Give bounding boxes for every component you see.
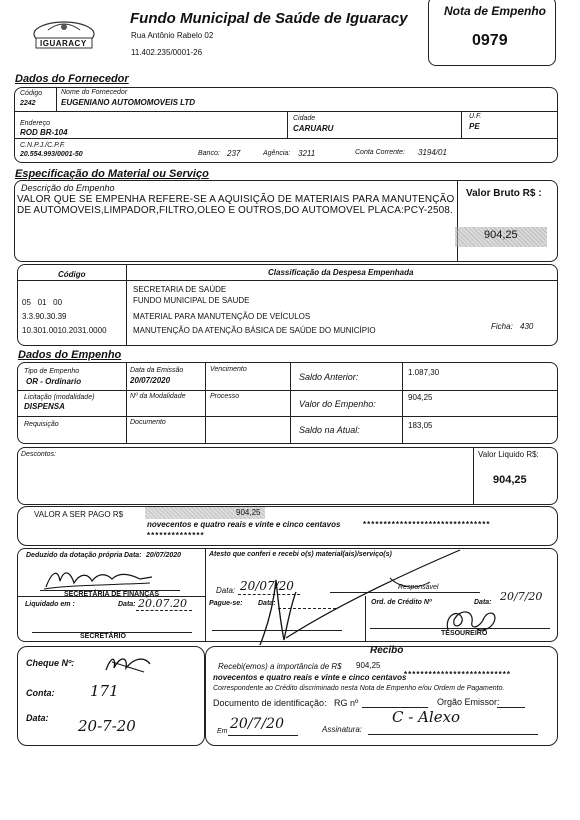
secretaria-financas: SECRETÁRIA DE FINANÇAS (64, 591, 160, 598)
pagar-extenso: novecentos e quatro reais e vinte e cinco centavos (147, 520, 341, 529)
classificacao-desc-2: FUNDO MUNICIPAL DE SAUDE (133, 296, 250, 305)
pague-se-label: Pague-se: (209, 600, 243, 607)
recibo-stars: ************************** (404, 670, 511, 679)
emissao-value: 20/07/2020 (130, 376, 171, 385)
pagar-stars-1: ******************************* (363, 520, 491, 529)
cnpj-label: C.N.P.J./C.P.F. (20, 142, 66, 149)
atesto-data-label: Data: (216, 586, 236, 595)
saldo-anterior-value: 1.087,30 (408, 368, 440, 377)
ord-credito-label: Ord. de Crédito Nº (371, 599, 432, 606)
cidade-label: Cidade (293, 115, 316, 122)
agencia-label: Agência: (263, 150, 291, 157)
address: Rua Antônio Rabelo 02 (131, 31, 214, 40)
liquido-value: 904,25 (493, 474, 527, 486)
vencimento-label: Vencimento (210, 366, 247, 373)
page-title: Fundo Municipal de Saúde de Iguaracy (130, 10, 408, 27)
pagar-value: 904,25 (236, 508, 261, 517)
classificacao-code-1: 05 01 00 (22, 298, 63, 307)
licitacao-value: DISPENSA (24, 402, 65, 411)
conta-label: Conta: (26, 688, 55, 698)
assinatura-hw-value: C - Alexo (392, 708, 461, 726)
section-especificacao: Especificação do Material ou Serviço (15, 168, 209, 180)
em-hw-value: 20/7/20 (230, 716, 284, 732)
ficha-label: Ficha: (491, 322, 513, 331)
classificacao-desc-1: SECRETARIA DE SAÚDE (133, 285, 227, 294)
logo-text: IGUARACY (40, 39, 87, 48)
descontos-label: Descontos: (21, 451, 57, 458)
em-label: Em (217, 728, 228, 735)
cheque-label: Cheque Nº: (26, 658, 75, 668)
classificacao-code-4: 10.301.0010.2031.0000 (22, 326, 107, 335)
handwritten-signature-tesoureiro (440, 600, 510, 640)
classificacao-title: Classificação da Despesa Empenhada (268, 268, 414, 277)
agencia-value: 3211 (298, 149, 316, 158)
cidade-value: CARUARU (293, 124, 334, 133)
logo (28, 18, 100, 54)
descricao-label: Descrição do Empenho (21, 183, 115, 193)
saldo-anterior-label: Saldo Anterior: (299, 372, 359, 382)
saldo-atual-label: Saldo na Atual: (299, 425, 360, 435)
banco-value: 237 (227, 149, 241, 158)
valor-bruto-value: 904,25 (484, 229, 518, 241)
data-label: Data: (26, 713, 49, 723)
recibo-line-1-value: 904,25 (356, 661, 381, 670)
endereco-value: ROD BR-104 (20, 128, 68, 137)
codigo-value: 2242 (20, 100, 36, 107)
secretario-label: SECRETÁRIO (80, 633, 126, 640)
nome-label: Nome do Fornecedor (61, 89, 128, 96)
classificacao-codigo-label: Código (58, 270, 86, 279)
data-hw-value: 20-7-20 (78, 717, 136, 735)
processo-label: Processo (210, 393, 240, 400)
cnpj-value: 20.554.993/0001-50 (20, 151, 83, 158)
liquido-label: Valor Liquido R$: (478, 450, 539, 459)
conta-label: Conta Corrente: (355, 149, 405, 156)
section-empenho: Dados do Empenho (18, 349, 122, 361)
classificacao-desc-4: MANUTENÇÃO DA ATENÇÃO BÁSICA DE SAÚDE DO MUNICÍPIO (133, 326, 376, 335)
handwritten-cheque-mark (100, 650, 160, 680)
empenho-box (17, 362, 558, 444)
rg-label: RG nº (334, 698, 359, 708)
nota-label: Nota de Empenho (444, 4, 547, 18)
atesto-label: Atesto que conferi e recebi o(s) material(ais)/serviço(s) (209, 551, 392, 558)
documento-label: Documento (130, 419, 166, 426)
valor-empenho-label: Valor do Empenho: (299, 399, 376, 409)
classificacao-desc-3: MATERIAL PARA MANUTENÇÃO DE VEÍCULOS (133, 312, 311, 321)
endereco-label: Endereço (20, 120, 50, 127)
recibo-line-2: novecentos e quatro reais e vinte e cinco centavos (213, 673, 407, 682)
liquidado-data-label: Data: (118, 601, 136, 608)
recibo-title: Recibo (370, 645, 404, 656)
header-cnpj: 11.402.235/0001-26 (131, 48, 203, 57)
ficha-value: 430 (520, 322, 534, 331)
responsavel-label: Responsável (398, 584, 439, 591)
handwritten-signature-financas (40, 565, 160, 595)
nota-number: 0979 (472, 32, 508, 49)
recibo-line-1: Recebi(emos) a importância de R$ (218, 662, 342, 671)
descricao-line-1: VALOR QUE SE EMPENHA REFERE-SE A AQUISIÇÃO DE MATERIAIS PARA MANUTENÇÃO (17, 194, 455, 205)
codigo-label: Código (20, 90, 43, 97)
deduzido-label: Deduzido da dotação própria (26, 552, 123, 559)
banco-label: Banco: (198, 150, 220, 157)
credito-data-label: Data: (474, 599, 492, 606)
conta-value: 3194/01 (418, 148, 447, 157)
section-fornecedor: Dados do Fornecedor (15, 73, 129, 85)
modalidade-label: Nº da Modalidade (130, 393, 186, 400)
descricao-line-2: DE AUTOMOVEIS,LIMPADOR,FILTRO,OLEO E OUTROS,DO AUTOMOVEL PLACA:PCY-2508. (17, 205, 453, 216)
conta-hw-value: 171 (90, 682, 119, 700)
uf-label: U.F. (469, 113, 482, 120)
deduzido-data: 20/07/2020 (146, 552, 182, 559)
recibo-line-3: Correspondente ao Crédito discriminado nesta Nota de Empenho e/ou Ordem de Pagamento. (213, 685, 505, 692)
credito-hw-date: 20/7/20 (500, 590, 543, 603)
licitacao-label: Licitação (modalidade) (24, 394, 95, 401)
orgao-label: Orgão Emissor: (437, 697, 500, 707)
valor-bruto-label: Valor Bruto R$ : (466, 188, 542, 199)
assinatura-label: Assinatura: (322, 725, 363, 734)
uf-value: PE (469, 122, 480, 131)
atesto-hw-date: 20/07/20 (240, 579, 294, 593)
logo-emblem-icon (28, 18, 100, 54)
emissao-label: Data da Emissão (130, 367, 184, 374)
documento-label: Documento de identificação: (213, 698, 327, 708)
pagar-label: VALOR A SER PAGO R$ (34, 510, 124, 519)
requisicao-label: Requisição (24, 421, 59, 428)
classificacao-code-3: 3.3.90.30.39 (22, 312, 67, 321)
pague-se-data-label: Data: (258, 600, 276, 607)
liquidado-label: Liquidado em : (25, 601, 75, 608)
deduzido-data-label: Data: (124, 552, 142, 559)
tesoureiro-label: TESOUREIRO (441, 630, 488, 637)
nome-value: EUGENIANO AUTOMOMOVEIS LTD (61, 98, 196, 107)
saldo-atual-value: 183,05 (408, 421, 433, 430)
valor-empenho-value: 904,25 (408, 393, 433, 402)
pagar-stars-2: ************** (147, 531, 205, 540)
descontos-box (17, 447, 558, 505)
tipo-label: Tipo de Empenho (24, 368, 80, 375)
liquidado-hw-date: 20.07.20 (138, 597, 187, 610)
tipo-value: OR - Ordinario (26, 377, 82, 386)
